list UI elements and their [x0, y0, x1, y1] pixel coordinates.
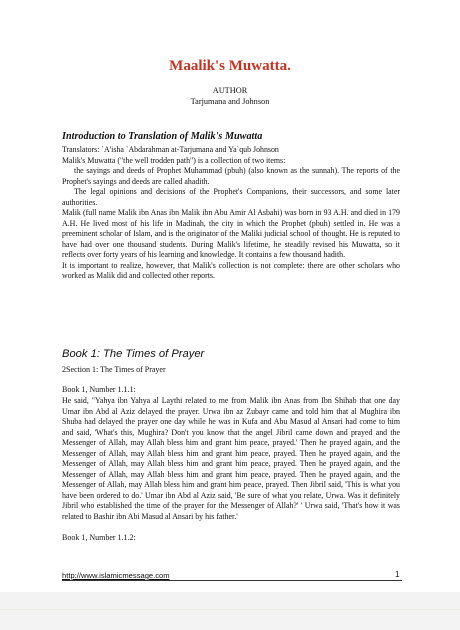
intro-paragraph: the sayings and deeds of Prophet Muhammad (pbuh) (also known as the sunnah). The reports of the Prophet's sayings and deeds are called ahadith. — [62, 166, 400, 186]
hadith-number: Book 1, Number 1.1.2: — [62, 533, 136, 542]
intro-body — [62, 145, 400, 282]
document-title: Maalik's Muwatta. — [169, 58, 291, 74]
author-label: AUTHOR — [212, 86, 248, 95]
page-number: 1 — [395, 570, 400, 579]
author-names: Tarjumana and Johnson — [190, 97, 270, 106]
footer-divider — [62, 580, 402, 581]
section-line: 2Section 1: The Times of Prayer — [62, 365, 166, 374]
footer-link[interactable]: http://www.islamicmessage.com — [62, 571, 170, 580]
page-bottom-band — [0, 592, 460, 630]
intro-heading: Introduction to Translation of Malik's Muwatta — [62, 131, 263, 142]
intro-paragraph: Malik's Muwatta ("the well trodden path") is a collection of two items: — [62, 155, 286, 165]
intro-paragraph: The legal opinions and decisions of the Prophet's Companions, their successors, and some later authorities. — [62, 187, 400, 207]
book-heading: Book 1: The Times of Prayer — [62, 348, 205, 360]
translators-line: Translators: `A'isha `Abdarahman at-Tarjumana and Ya`qub Johnson — [62, 145, 279, 154]
hadith-number: Book 1, Number 1.1.1: — [62, 385, 136, 394]
page-bottom-divider — [0, 609, 460, 610]
intro-paragraph: Malik (full name Malik ibn Anas ibn Malik ibn Abu Amir Al Asbahi) was born in 93 A.H. and died in 179 A.H. He lived most of his life in Madinah, the city in which the Prophet (pbuh) settled in. He was a preeminent scholar of Islam, and is the originator of the Maliki judicial school of thought. He is reputed to have had over one thousand students. During Malik's lifetime, he steadily revised his Muwatta, so it reflects over forty years of his learning and knowledge. It contains a few thousand hadith. — [62, 208, 400, 259]
hadith-body — [62, 396, 400, 522]
hadith-text: He said, "Yahya ibn Yahya al Laythi related to me from Malik ibn Anas from Ibn Shihab that one day Umar ibn Abd al Aziz delayed the prayer. Urwa ibn az Zubayr came and told him that al Mughira ibn Shuba had delayed the prayer one day while he was in Kufa and Abu Masud al Ansari had come to him and said, 'What's this, Mughira? Don't you know that the angel Jibril came down and prayed and the Messenger of Allah, may Allah bless him and grant him peace, prayed.' Then he prayed again, and the Messenger of Allah, may Allah bless him and grant him peace, prayed. Then he prayed again, and the Messenger of Allah, may Allah bless him and grant him peace, prayed. Then he prayed again, and the Messenger of Allah, may Allah bless him and grant him peace, prayed. Then he prayed again, and the Messenger of Allah, may Allah bless him and grant him peace, prayed. Then Jibril said, 'This is what you have been ordered to do.' Umar ibn Abd al Aziz said, 'Be sure of what you relate, Urwa. Was it definitely Jibril who established the time of the prayer for the Messenger of Allah?' ' Urwa said, 'That's how it was related to Bashir ibn Abi Masud al Ansari by his father.' — [62, 396, 400, 521]
intro-paragraph: It is important to realize, however, that Malik's collection is not complete: there are other scholars who worked as Malik did and collected other reports. — [62, 260, 400, 280]
